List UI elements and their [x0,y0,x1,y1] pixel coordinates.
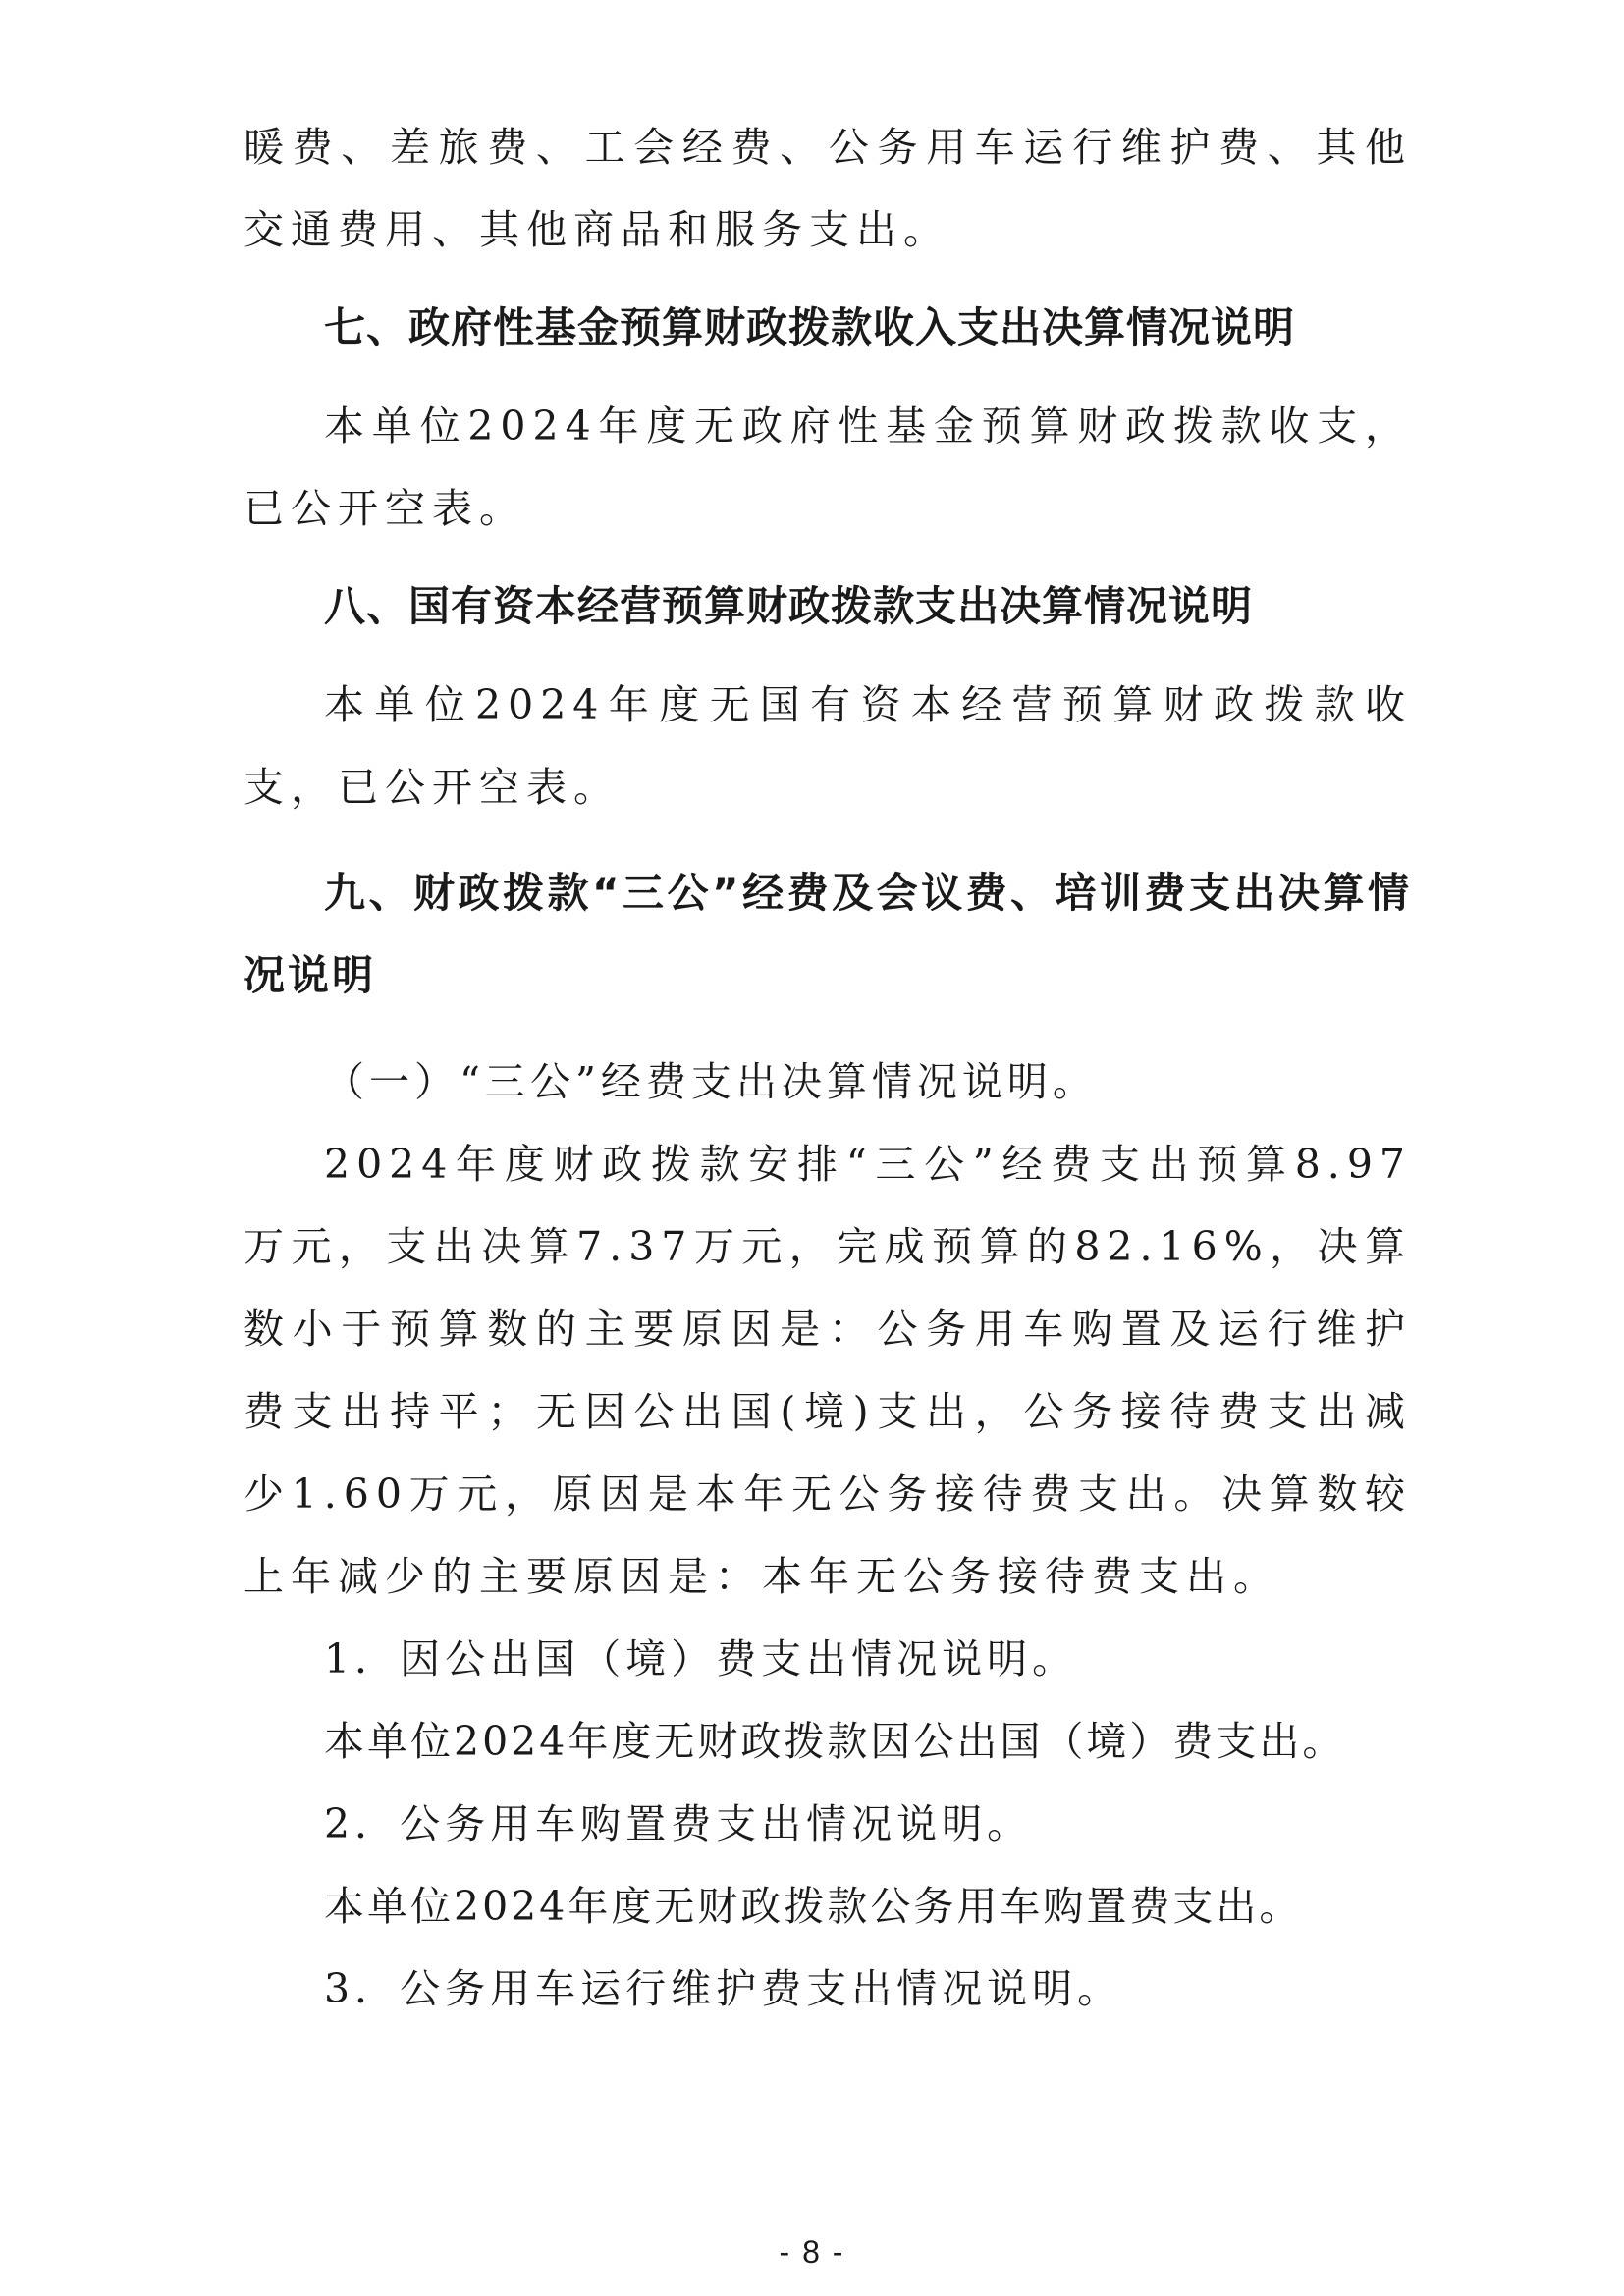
section-heading-8: 八、国有资本经营预算财政拨款支出决算情况说明 [324,582,1254,630]
three-public-expenses-text: 2024年度财政拨款安排“三公”经费支出预算8.97万元，支出决算7.37万元，完成预算的82.16%，决算数小于预算数的主要原因是：公务用车购置及运行维护费支出持平；无因公出国(境)支出，公务接待费支出减少1.60万元，原因是本年无公务接待费支出。决算数较上年减少的主要原因是：本年无公务接待费支出。 [244,1141,1412,1600]
item-1-text: 本单位2024年度无财政拨款因公出国（境）费支出。 [324,1718,1346,1765]
subsection-heading-1: （一）“三公”经费支出决算情况说明。 [324,1058,1098,1105]
section-7-text: 本单位2024年度无政府性基金预算财政拨款收支，已公开空表。 [244,402,1412,532]
item-heading-1: 1．因公出国（境）费支出情况说明。 [324,1635,1078,1682]
page-number: - 8 - [779,2234,845,2269]
paragraph-continuation: 暖费、差旅费、工会经费、公务用车运行维护费、其他交通费用、其他商品和服务支出。 [244,124,1412,253]
item-2-text: 本单位2024年度无财政拨款公务用车购置费支出。 [324,1883,1303,1930]
section-heading-7: 七、政府性基金预算财政拨款收入支出决算情况说明 [324,303,1296,351]
item-heading-3: 3．公务用车运行维护费支出情况说明。 [324,1965,1123,2012]
section-8-text: 本单位2024年度无国有资本经营预算财政拨款收支，已公开空表。 [244,681,1412,811]
section-heading-9: 九、财政拨款“三公”经费及会议费、培训费支出决算情况说明 [244,869,1412,999]
document-body [244,106,1412,2030]
item-heading-2: 2．公务用车购置费支出情况说明。 [324,1800,1033,1847]
